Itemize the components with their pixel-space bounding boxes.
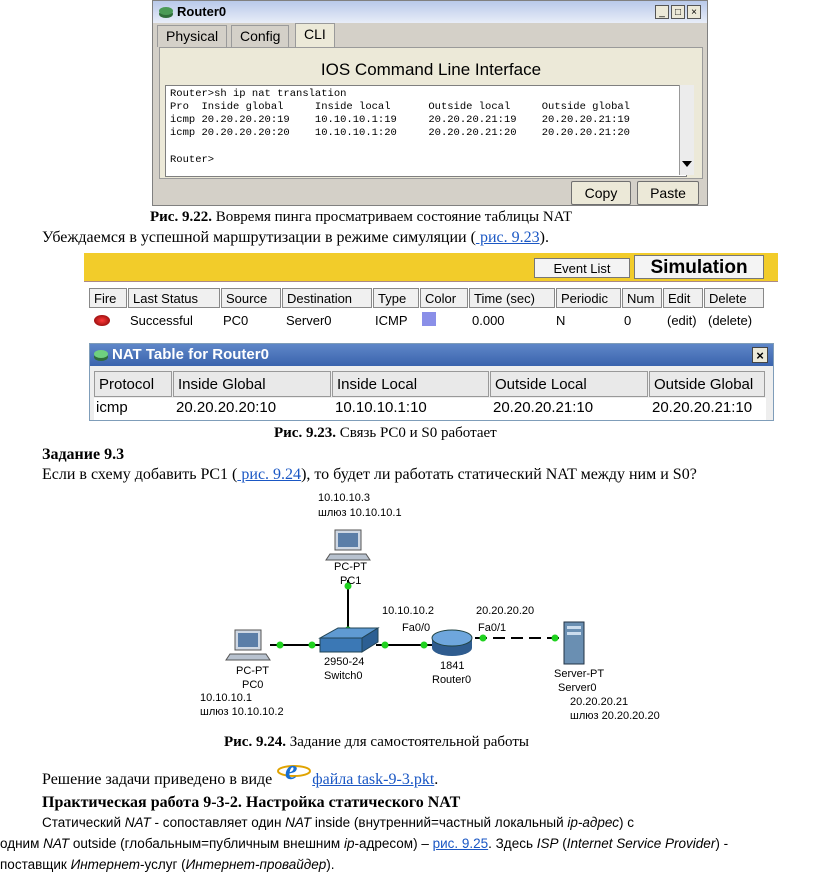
server-gateway: шлюз 20.20.20.20 — [570, 710, 660, 722]
text: Решение задачи приведено в виде — [42, 771, 277, 788]
practical-title: Практическая работа 9-3-2. Настройка статического NAT — [42, 794, 461, 811]
task-file-link[interactable]: файла task-9-3.pkt — [312, 771, 435, 788]
fa01-label: Fa0/1 — [478, 622, 507, 634]
pc1-name: PC1 — [340, 575, 362, 587]
figure-link[interactable]: рис. 9.23 — [475, 229, 540, 246]
simulation-bar — [84, 253, 778, 282]
event-list-button[interactable]: Event List — [534, 258, 630, 278]
figure-number: Рис. 9.22. — [150, 209, 212, 225]
event-status: Successful — [130, 313, 193, 328]
tab-config[interactable]: Config — [231, 25, 289, 47]
port-indicator — [309, 642, 316, 649]
close-button[interactable]: × — [687, 5, 701, 19]
pc1-type: PC-PT — [334, 561, 367, 573]
tab-physical[interactable]: Physical — [157, 25, 227, 47]
cli-line: icmp 20.20.20.20:20 10.10.10.1:20 20.20.20.21:20 20.20.20.21:20 — [170, 127, 630, 139]
switch-model: 2950-24 — [324, 656, 365, 668]
nat-outside-global: 20.20.20.21:10 — [652, 399, 753, 416]
cli-terminal[interactable] — [165, 85, 687, 177]
figure-link[interactable]: рис. 9.25 — [432, 836, 489, 851]
port-indicator — [552, 635, 559, 642]
text: Убеждаемся в успешной маршрутизации в режиме симуляции ( — [42, 229, 476, 246]
col-source: Source — [221, 288, 281, 308]
server-type: Server-PT — [554, 668, 605, 680]
port-indicator — [421, 642, 428, 649]
copy-button[interactable]: Copy — [571, 181, 631, 205]
event-type: ICMP — [375, 313, 408, 328]
router-name: Router0 — [432, 674, 472, 686]
cli-heading: IOS Command Line Interface — [320, 60, 542, 79]
port-indicator — [480, 635, 487, 642]
col-destination: Destination — [282, 288, 372, 308]
event-periodic: N — [556, 313, 566, 328]
nat-paragraph-line: одним NAT outside (глобальным=публичным внешним ip-адресом) – рис. 9.25. Здесь ISP (Internet Service Provider) - — [0, 836, 729, 851]
pc0-icon[interactable] — [226, 630, 270, 660]
simulation-mode-button[interactable]: Simulation — [634, 255, 764, 279]
paragraph — [42, 229, 549, 247]
pc0-ip: 10.10.10.1 — [200, 692, 252, 704]
figure-caption — [224, 734, 529, 751]
nat-row — [94, 398, 766, 420]
figure-link[interactable]: рис. 9.24 — [237, 466, 302, 483]
caption-text: Задание для самостоятельной работы — [285, 734, 529, 750]
figure-number: Рис. 9.24. — [224, 734, 286, 750]
pc1-ip: 10.10.10.3 — [318, 492, 370, 504]
text: . — [434, 771, 439, 788]
col-inside-local: Inside Local — [332, 371, 489, 397]
delete-link[interactable]: (delete) — [708, 313, 753, 328]
nat-inside-local: 10.10.10.1:10 — [335, 399, 427, 416]
text: ). — [539, 229, 549, 246]
minimize-button[interactable]: _ — [655, 5, 669, 19]
pc0-name: PC0 — [242, 679, 264, 691]
server-icon[interactable] — [564, 622, 584, 664]
cli-line: icmp 20.20.20.20:19 10.10.10.1:19 20.20.20.21:19 20.20.20.21:19 — [170, 114, 630, 126]
paste-button[interactable]: Paste — [637, 181, 699, 205]
col-inside-global: Inside Global — [173, 371, 331, 397]
server-ip: 20.20.20.21 — [570, 696, 629, 708]
col-fire: Fire — [89, 288, 127, 308]
col-type: Type — [373, 288, 419, 308]
text: ), то будет ли работать статический NAT между ним и S0? — [301, 466, 697, 483]
caption-text: Связь PC0 и S0 работает — [335, 425, 497, 441]
col-protocol: Protocol — [94, 371, 172, 397]
internet-explorer-icon[interactable] — [276, 754, 312, 784]
pc0-gateway: шлюз 10.10.10.2 — [200, 706, 284, 718]
router-icon — [93, 348, 109, 362]
col-outside-global: Outside Global — [649, 371, 765, 397]
switch-icon[interactable] — [320, 628, 378, 652]
nat-protocol: icmp — [96, 399, 128, 416]
col-color: Color — [420, 288, 468, 308]
col-num: Num — [622, 288, 662, 308]
svg-text:e: e — [285, 755, 298, 784]
figure-caption — [150, 209, 690, 226]
paragraph — [42, 466, 697, 484]
cli-line: Router> — [170, 154, 215, 166]
nat-titlebar — [90, 344, 773, 366]
text: Если в схему добавить PC1 ( — [42, 466, 238, 483]
event-num: 0 — [624, 313, 632, 328]
scroll-down-icon[interactable] — [682, 161, 692, 167]
cli-line: Router>sh ip nat translation — [170, 88, 347, 100]
event-destination: Server0 — [286, 313, 332, 328]
switch-name: Switch0 — [324, 670, 363, 682]
col-time: Time (sec) — [469, 288, 555, 308]
paragraph — [42, 755, 439, 789]
nat-inside-global: 20.20.20.20:10 — [176, 399, 277, 416]
col-edit: Edit — [663, 288, 703, 308]
router-model: 1841 — [440, 660, 465, 672]
pc0-type: PC-PT — [236, 665, 269, 677]
router-icon[interactable] — [432, 630, 472, 656]
maximize-button[interactable]: □ — [671, 5, 685, 19]
cli-line: Pro Inside global Inside local Outside local Outside global — [170, 101, 630, 113]
event-time: 0.000 — [472, 313, 505, 328]
fire-indicator-icon[interactable] — [94, 315, 110, 326]
col-periodic: Periodic — [556, 288, 621, 308]
nat-paragraph-line — [42, 815, 816, 830]
task-title: Задание 9.3 — [42, 446, 125, 463]
figure-number: Рис. 9.23. — [274, 425, 336, 441]
window-title: Router0 — [177, 4, 227, 19]
pc1-gateway: шлюз 10.10.10.1 — [318, 507, 402, 519]
figure-caption — [274, 425, 497, 442]
fa00-ip: 10.10.10.2 — [382, 605, 434, 617]
nat-title: NAT Table for Router0 — [112, 346, 269, 363]
col-outside-local: Outside Local — [490, 371, 648, 397]
text: Статический NAT - сопоставляет один NAT inside (внутренний=частный локальный ip-адрес) с — [42, 815, 635, 830]
server-name: Server0 — [558, 682, 597, 694]
window-titlebar — [153, 1, 707, 23]
router-icon — [158, 5, 174, 19]
col-last-status: Last Status — [128, 288, 220, 308]
cli-scrollbar[interactable] — [679, 85, 694, 175]
port-indicator — [277, 642, 284, 649]
router-cli-window — [152, 0, 708, 206]
col-delete: Delete — [704, 288, 764, 308]
nat-paragraph-line: поставщик Интернет-услуг (Интернет-провайдер). — [0, 857, 335, 872]
pc1-icon[interactable] — [326, 530, 370, 560]
ie-icon-slot — [276, 755, 312, 784]
nat-outside-local: 20.20.20.21:10 — [493, 399, 594, 416]
event-color-swatch — [422, 312, 436, 326]
fa00-label: Fa0/0 — [402, 622, 431, 634]
fa01-ip: 20.20.20.20 — [476, 605, 535, 617]
edit-link[interactable]: (edit) — [667, 313, 697, 328]
tab-cli[interactable]: CLI — [295, 23, 335, 48]
nat-table-window — [89, 343, 774, 421]
caption-text: Вовремя пинга просматриваем состояние таблицы NAT — [211, 209, 572, 225]
simulation-panel — [84, 253, 778, 337]
port-indicator — [382, 642, 389, 649]
close-button[interactable]: × — [752, 347, 768, 363]
event-source: PC0 — [223, 313, 249, 328]
